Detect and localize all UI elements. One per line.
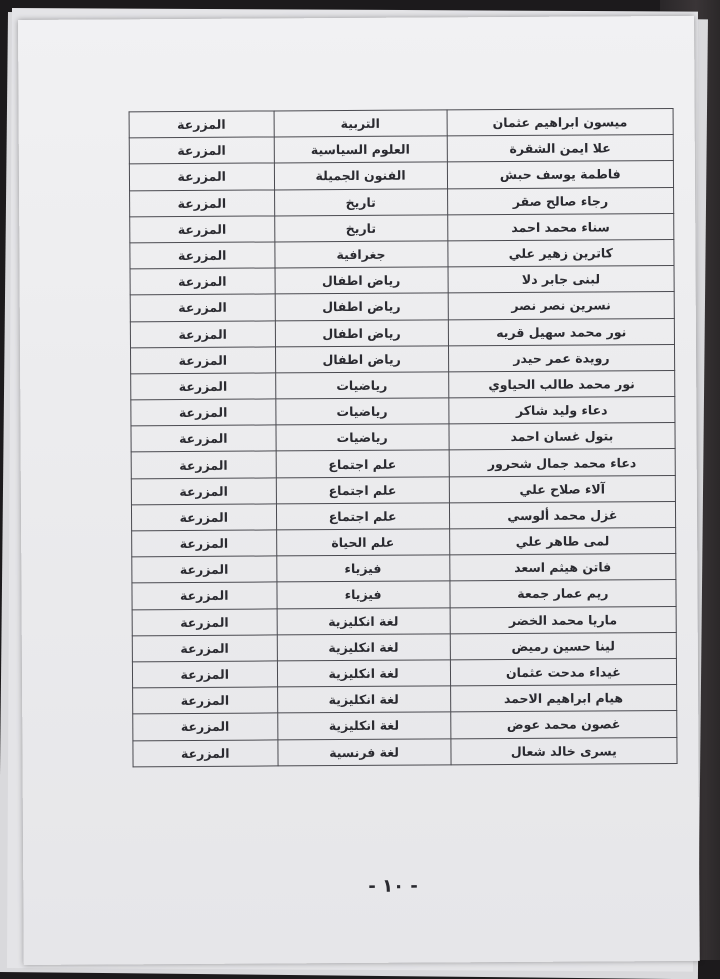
table-row [132, 606, 676, 636]
name-cell: ماريا محمد الخضر [450, 606, 676, 634]
table-row [131, 449, 675, 479]
status-cell: المزرعة [129, 137, 274, 164]
table-row [131, 344, 675, 374]
department-cell: تاريخ [274, 188, 447, 215]
name-cell: بتول غسان احمد [449, 423, 675, 451]
name-cell: نور محمد سهيل قريه [448, 318, 674, 346]
status-cell: المزرعة [132, 661, 277, 688]
table-row [130, 187, 674, 217]
table-row [131, 397, 675, 427]
status-cell: المزرعة [133, 687, 278, 714]
department-cell: رياضيات [275, 424, 448, 451]
status-cell: المزرعة [131, 504, 276, 531]
status-cell: المزرعة [132, 635, 277, 662]
name-cell: ميسون ابراهيم عثمان [447, 109, 673, 137]
department-cell: علم اجتماع [276, 450, 449, 477]
table-row [132, 658, 676, 688]
table-row [129, 161, 673, 191]
table-row [133, 685, 677, 715]
table-row [129, 135, 673, 165]
department-cell: لغة انكليزية [277, 712, 450, 739]
table-row [130, 266, 674, 296]
department-cell: لغة انكليزية [277, 607, 450, 634]
table-row [132, 632, 676, 662]
page-number: - ١٠ - [368, 875, 418, 897]
name-cell: غيداء مدحت عثمان [450, 658, 676, 686]
status-cell: المزرعة [133, 739, 278, 766]
name-cell: غصون محمد عوض [450, 711, 676, 739]
name-cell: لمى طاهر علي [449, 527, 675, 555]
name-cell: رويدة عمر حيدر [448, 344, 674, 372]
table-row [132, 554, 676, 584]
department-cell: علم الحياة [276, 529, 449, 556]
department-cell: لغة انكليزية [277, 686, 450, 713]
department-cell: فيزياء [276, 555, 449, 582]
name-cell: نور محمد طالب الحياوي [448, 370, 674, 398]
department-cell: التربية [274, 110, 447, 137]
name-cell: يسرى خالد شعال [451, 737, 677, 765]
table-row [131, 423, 675, 453]
status-cell: المزرعة [131, 347, 276, 374]
department-cell: رياض اطفال [275, 267, 448, 294]
department-cell: رياض اطفال [275, 346, 448, 373]
status-cell: المزرعة [130, 294, 275, 321]
table-row [133, 737, 677, 767]
status-cell: المزرعة [130, 216, 275, 243]
name-cell: هيام ابراهيم الاحمد [450, 685, 676, 713]
status-cell: المزرعة [132, 556, 277, 583]
table-row [133, 711, 677, 741]
name-cell: آلاء صلاح علي [449, 475, 675, 503]
table-row [129, 109, 673, 139]
department-cell: فيزياء [276, 581, 449, 608]
name-cell: لبنى جابر دلا [448, 266, 674, 294]
name-cell: ريم عمار جمعة [450, 580, 676, 608]
department-cell: لغة فرنسية [277, 738, 450, 765]
department-cell: علم اجتماع [276, 477, 449, 504]
status-cell: المزرعة [131, 373, 276, 400]
name-cell: سناء محمد احمد [447, 213, 673, 241]
table-row [132, 580, 676, 610]
table-row [131, 475, 675, 505]
name-cell: فاتن هيثم اسعد [449, 554, 675, 582]
status-cell: المزرعة [130, 320, 275, 347]
status-cell: المزرعة [129, 111, 274, 138]
name-cell: دعاء محمد جمال شحرور [449, 449, 675, 477]
department-cell: لغة انكليزية [277, 660, 450, 687]
document-page [18, 16, 700, 965]
department-cell: رياض اطفال [275, 319, 448, 346]
status-cell: المزرعة [132, 608, 277, 635]
status-cell: المزرعة [132, 530, 277, 557]
department-cell: جغرافية [274, 241, 447, 268]
status-cell: المزرعة [131, 478, 276, 505]
department-cell: تاريخ [274, 215, 447, 242]
name-cell: لينا حسين رميض [450, 632, 676, 660]
assignment-table [129, 108, 678, 767]
name-cell: غزل محمد ألوسي [449, 501, 675, 529]
status-cell: المزرعة [131, 399, 276, 426]
department-cell: رياضيات [275, 398, 448, 425]
department-cell: لغة انكليزية [277, 634, 450, 661]
table-row [132, 527, 676, 557]
department-cell: رياضيات [275, 372, 448, 399]
table-row [130, 318, 674, 348]
table-row [130, 292, 674, 322]
table-row [130, 213, 674, 243]
department-cell: الفنون الجميلة [274, 162, 447, 189]
status-cell: المزرعة [130, 268, 275, 295]
table-body [129, 109, 677, 767]
department-cell: العلوم السياسية [274, 136, 447, 163]
name-cell: علا ايمن الشقرة [447, 135, 673, 163]
name-cell: فاطمة يوسف حبش [447, 161, 673, 189]
status-cell: المزرعة [132, 582, 277, 609]
table-row [131, 501, 675, 531]
status-cell: المزرعة [129, 163, 274, 190]
name-cell: رجاء صالح صقر [447, 187, 673, 215]
status-cell: المزرعة [133, 713, 278, 740]
table-row [130, 239, 674, 269]
status-cell: المزرعة [131, 425, 276, 452]
status-cell: المزرعة [131, 451, 276, 478]
table-row [131, 370, 675, 400]
status-cell: المزرعة [130, 190, 275, 217]
department-cell: علم اجتماع [276, 503, 449, 530]
department-cell: رياض اطفال [275, 293, 448, 320]
name-cell: نسرين نصر نصر [448, 292, 674, 320]
name-cell: دعاء وليد شاكر [449, 397, 675, 425]
name-cell: كاترين زهير علي [448, 239, 674, 267]
status-cell: المزرعة [130, 242, 275, 269]
